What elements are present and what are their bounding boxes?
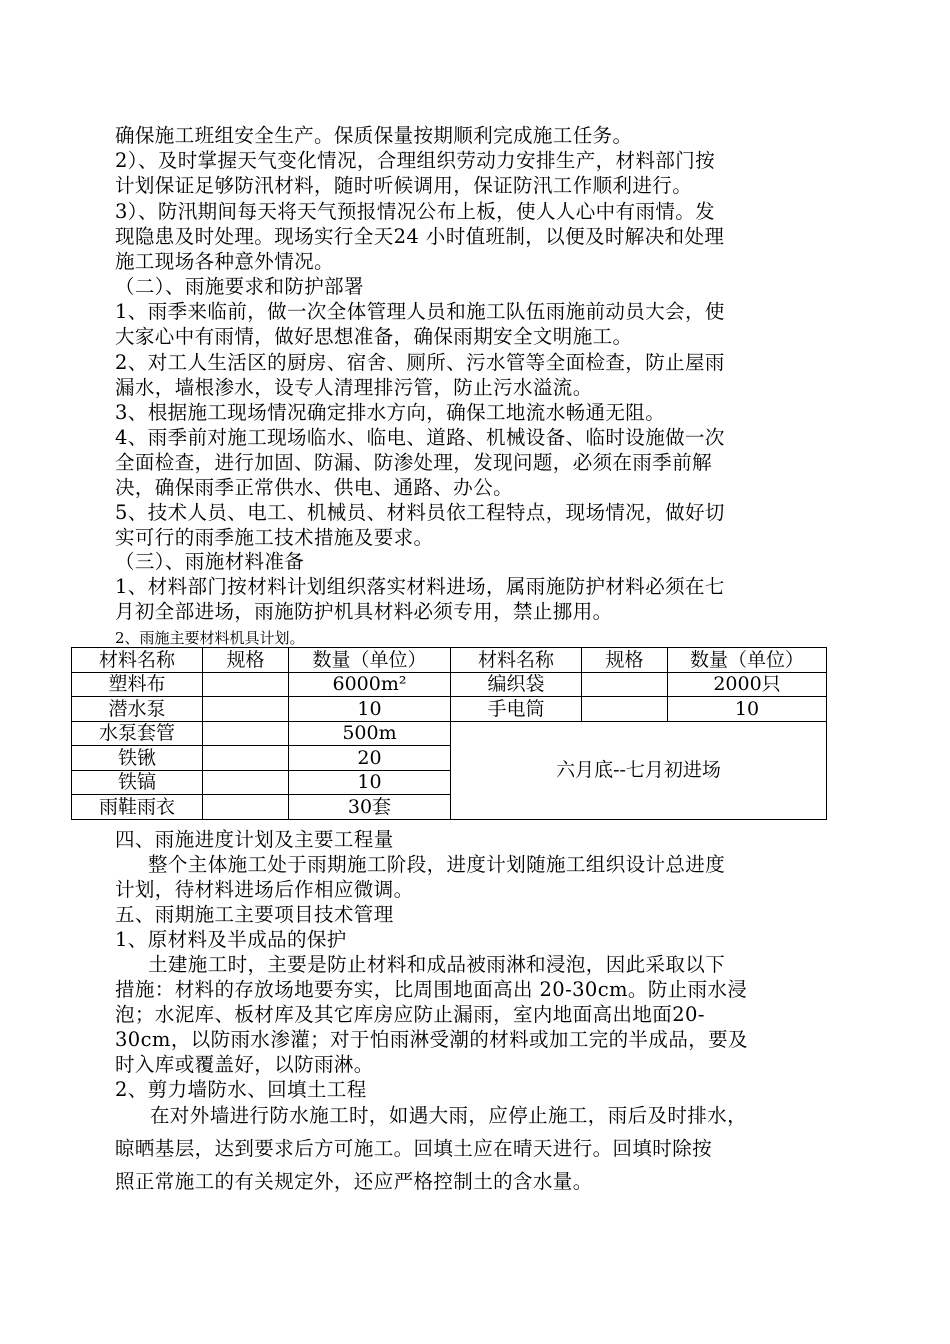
table-cell: 塑料布: [72, 672, 203, 697]
subsection-heading: 2、剪力墙防水、回填土工程: [115, 1078, 367, 1101]
section-heading: （二）、雨施要求和防护部署: [115, 275, 364, 298]
paragraph-line: 施工现场各种意外情况。: [115, 250, 334, 273]
table-header-cell: 材料名称: [72, 648, 203, 673]
materials-table: [71, 647, 827, 820]
table-header-cell: 数量（单位）: [668, 648, 827, 673]
table-cell: [203, 697, 289, 722]
paragraph-line: 土建施工时，主要是防止材料和成品被雨淋和浸泡，因此采取以下: [148, 953, 726, 976]
table-cell: 编织袋: [451, 672, 582, 697]
paragraph-line: 在对外墙进行防水施工时，如遇大雨，应停止施工，雨后及时排水，: [150, 1104, 748, 1127]
paragraph-line: 全面检查，进行加固、防漏、防渗处理，发现问题，必须在雨季前解: [115, 451, 713, 474]
table-cell: 30套: [289, 795, 451, 820]
paragraph-line: 30cm，以防雨水渗灌；对于怕雨淋受潮的材料或加工完的半成品，要及: [115, 1028, 748, 1051]
table-cell: 20: [289, 746, 451, 771]
table-row: [72, 697, 827, 722]
paragraph-line: 1、雨季来临前，做一次全体管理人员和施工队伍雨施前动员大会，使: [115, 300, 725, 323]
section-heading: （三）、雨施材料准备: [115, 550, 305, 573]
paragraph-line: 4、雨季前对施工现场临水、临电、道路、机械设备、临时设施做一次: [115, 426, 725, 449]
table-cell: [203, 746, 289, 771]
paragraph-line: 1、材料部门按材料计划组织落实材料进场，属雨施防护材料必须在七: [115, 575, 725, 598]
table-cell: 10: [289, 697, 451, 722]
paragraph-line: 3、根据施工现场情况确定排水方向，确保工地流水畅通无阻。: [115, 401, 666, 424]
table-header-row: [72, 648, 827, 673]
table-header-cell: 数量（单位）: [289, 648, 451, 673]
table-row: [72, 721, 827, 746]
paragraph-line: 现隐患及时处理。现场实行全天24 小时值班制，以便及时解决和处理: [115, 225, 725, 248]
paragraph-line: 晾晒基层，达到要求后方可施工。回填土应在晴天进行。回填时除按: [115, 1137, 713, 1160]
table-cell: [203, 795, 289, 820]
table-cell: 潜水泵: [72, 697, 203, 722]
table-cell: 10: [668, 697, 827, 722]
table-header-cell: 材料名称: [451, 648, 582, 673]
table-cell: [203, 770, 289, 795]
paragraph-line: 泡；水泥库、板材库及其它库房应防止漏雨，室内地面高出地面20-: [115, 1003, 705, 1026]
table-cell: [582, 697, 668, 722]
table-header-cell: 规格: [582, 648, 668, 673]
paragraph-line: 计划保证足够防汛材料，随时听候调用，保证防汛工作顺利进行。: [115, 174, 693, 197]
arrival-note-cell: 六月底--七月初进场: [451, 721, 827, 819]
table-cell: [203, 721, 289, 746]
section-heading: 四、雨施进度计划及主要工程量: [115, 828, 394, 851]
paragraph-line: 3）、防汛期间每天将天气预报情况公布上板，使人人心中有雨情。发: [115, 200, 716, 223]
paragraph-line: 2）、及时掌握天气变化情况，合理组织劳动力安排生产，材料部门按: [115, 149, 716, 172]
paragraph-line: 实可行的雨季施工技术措施及要求。: [115, 526, 434, 549]
table-cell: 水泵套管: [72, 721, 203, 746]
paragraph-line: 月初全部进场，雨施防护机具材料必须专用，禁止挪用。: [115, 600, 613, 623]
table-cell: 6000m²: [289, 672, 451, 697]
table-cell: 10: [289, 770, 451, 795]
table-header-cell: 规格: [203, 648, 289, 673]
table-cell: 2000只: [668, 672, 827, 697]
subsection-heading: 1、原材料及半成品的保护: [115, 928, 347, 951]
table-cell: 铁镐: [72, 770, 203, 795]
table-cell: [203, 672, 289, 697]
paragraph-line: 时入库或覆盖好，以防雨淋。: [115, 1053, 374, 1076]
section-heading: 五、雨期施工主要项目技术管理: [115, 903, 394, 926]
table-row: [72, 672, 827, 697]
paragraph-line: 整个主体施工处于雨期施工阶段，进度计划随施工组织设计总进度: [148, 853, 726, 876]
table-cell: 雨鞋雨衣: [72, 795, 203, 820]
paragraph-line: 照正常施工的有关规定外，还应严格控制土的含水量。: [115, 1170, 593, 1193]
paragraph-line: 漏水，墙根渗水，设专人清理排污管，防止污水溢流。: [115, 376, 593, 399]
table-cell: 铁锹: [72, 746, 203, 771]
paragraph-line: 确保施工班组安全生产。保质保量按期顺利完成施工任务。: [115, 124, 633, 147]
paragraph-line: 大家心中有雨情，做好思想准备，确保雨期安全文明施工。: [115, 325, 633, 348]
paragraph-line: 5、技术人员、电工、机械员、材料员依工程特点，现场情况，做好切: [115, 501, 725, 524]
table-caption: 2、雨施主要材料机具计划。: [115, 629, 305, 647]
table-cell: 500m: [289, 721, 451, 746]
paragraph-line: 计划，待材料进场后作相应微调。: [115, 878, 414, 901]
table-cell: 手电筒: [451, 697, 582, 722]
table-cell: [582, 672, 668, 697]
paragraph-line: 2、对工人生活区的厨房、宿舍、厕所、污水管等全面检查，防止屋雨: [115, 351, 725, 374]
paragraph-line: 措施：材料的存放场地要夯实，比周围地面高出 20-30cm。防止雨水浸: [115, 978, 748, 1001]
paragraph-line: 决，确保雨季正常供水、供电、通路、办公。: [115, 476, 514, 499]
